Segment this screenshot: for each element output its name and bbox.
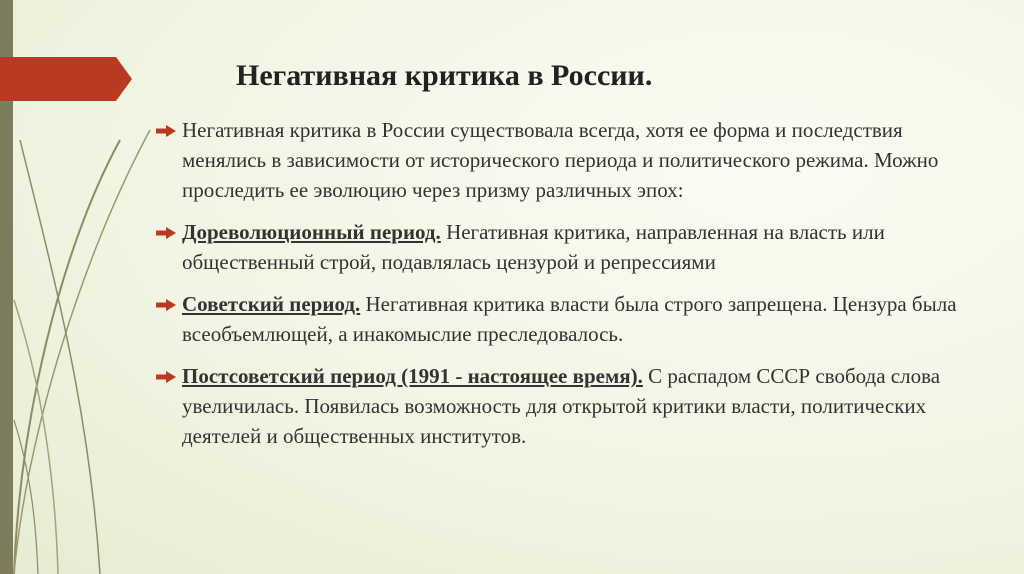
bullet-body: Негативная критика, направленная на власть или общественный строй, подавлялась цензурой и репрессиями: [182, 220, 885, 274]
slide-title: Негативная критика в России.: [236, 59, 653, 92]
bullet-body: Негативная критика власти была строго запрещена. Цензура была всеобъемлющей, а инакомыслие преследовалось.: [182, 292, 957, 346]
bullet-text: [182, 217, 986, 277]
bullet-heading: Дореволюционный период.: [182, 220, 441, 244]
arrow-bullet-icon: [156, 115, 182, 205]
list-item: [156, 115, 986, 205]
bullet-body: С распадом СССР свобода слова увеличилась. Появилась возможность для открытой критики власти, политических деятелей и общественных институтов.: [182, 364, 941, 448]
bullet-body: Негативная критика в России существовала всегда, хотя ее форма и последствия менялись в зависимости от исторического периода и политического режима. Можно проследить ее эволюцию через призму различных эпох:: [182, 118, 939, 202]
bullet-heading: Постсоветский период (1991 - настоящее время).: [182, 364, 643, 388]
list-item: [156, 361, 986, 451]
list-item: [156, 289, 986, 349]
bullet-list: [156, 115, 986, 463]
title-accent-tab: [0, 57, 132, 101]
arrow-bullet-icon: [156, 217, 182, 277]
bullet-text: [182, 361, 986, 451]
bullet-text: [182, 289, 986, 349]
arrow-bullet-icon: [156, 289, 182, 349]
bullet-heading: Советский период.: [182, 292, 361, 316]
list-item: [156, 217, 986, 277]
arrow-bullet-icon: [156, 361, 182, 451]
bullet-text: [182, 115, 986, 205]
